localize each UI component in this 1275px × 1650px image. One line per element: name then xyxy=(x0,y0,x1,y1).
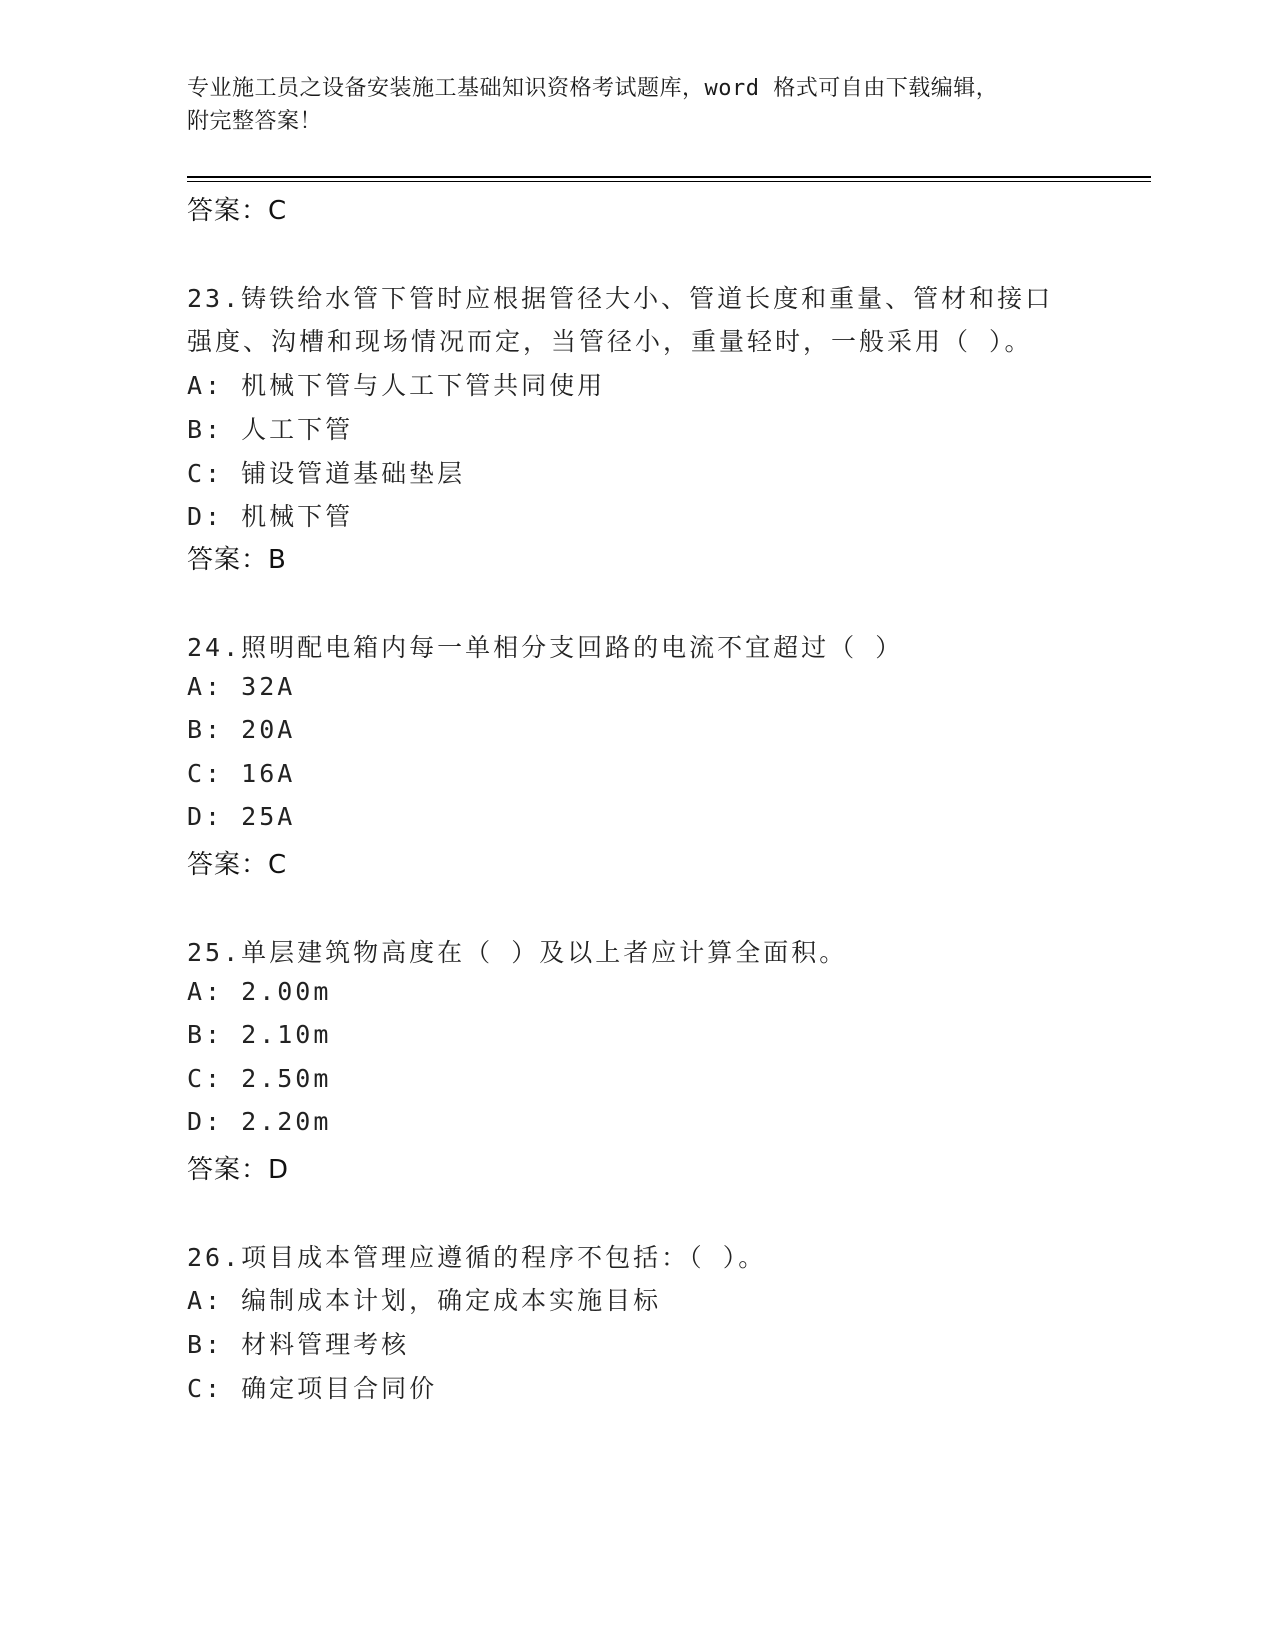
question-25-stem-line-1: 25.单层建筑物高度在（ ）及以上者应计算全面积。 xyxy=(187,938,848,967)
question-26-stem-line-1: 26.项目成本管理应遵循的程序不包括：（ ）。 xyxy=(187,1243,767,1272)
question-24-answer: 答案：C xyxy=(187,850,288,880)
question-23-option-c: C: 铺设管道基础垫层 xyxy=(187,459,466,488)
previous-answer: 答案：C xyxy=(187,196,288,226)
document-header xyxy=(187,72,1087,138)
question-26-option-a: A: 编制成本计划，确定成本实施目标 xyxy=(187,1286,662,1315)
question-23-option-b: B: 人工下管 xyxy=(187,415,354,444)
question-25-option-c: C: 2.50m xyxy=(187,1064,332,1093)
question-24-option-c: C: 16A xyxy=(187,759,296,788)
question-23-option-d: D: 机械下管 xyxy=(187,502,354,531)
question-25-option-b: B: 2.10m xyxy=(187,1020,332,1049)
header-divider-thick xyxy=(187,176,1151,178)
question-26-option-c: C: 确定项目合同价 xyxy=(187,1374,438,1403)
question-25-answer: 答案：D xyxy=(187,1155,290,1185)
question-23-option-a: A: 机械下管与人工下管共同使用 xyxy=(187,371,606,400)
header-line-2: 附完整答案！ xyxy=(187,109,323,134)
question-25-option-a: A: 2.00m xyxy=(187,977,332,1006)
header-line-1: 专业施工员之设备安装施工基础知识资格考试题库，word 格式可自由下载编辑， xyxy=(187,76,999,101)
question-23-stem-line-2: 强度、沟槽和现场情况而定，当管径小，重量轻时，一般采用（ ）。 xyxy=(187,327,1033,356)
header-divider-thin xyxy=(187,181,1151,182)
question-24-option-a: A: 32A xyxy=(187,672,296,701)
question-26-option-b: B: 材料管理考核 xyxy=(187,1330,410,1359)
question-24-stem-line-1: 24.照明配电箱内每一单相分支回路的电流不宜超过（ ） xyxy=(187,633,904,662)
question-23-answer: 答案：B xyxy=(187,545,287,575)
question-23-stem-line-1: 23.铸铁给水管下管时应根据管径大小、管道长度和重量、管材和接口 xyxy=(187,284,1054,313)
question-24-option-d: D: 25A xyxy=(187,802,296,831)
question-25-option-d: D: 2.20m xyxy=(187,1107,332,1136)
question-24-option-b: B: 20A xyxy=(187,715,296,744)
